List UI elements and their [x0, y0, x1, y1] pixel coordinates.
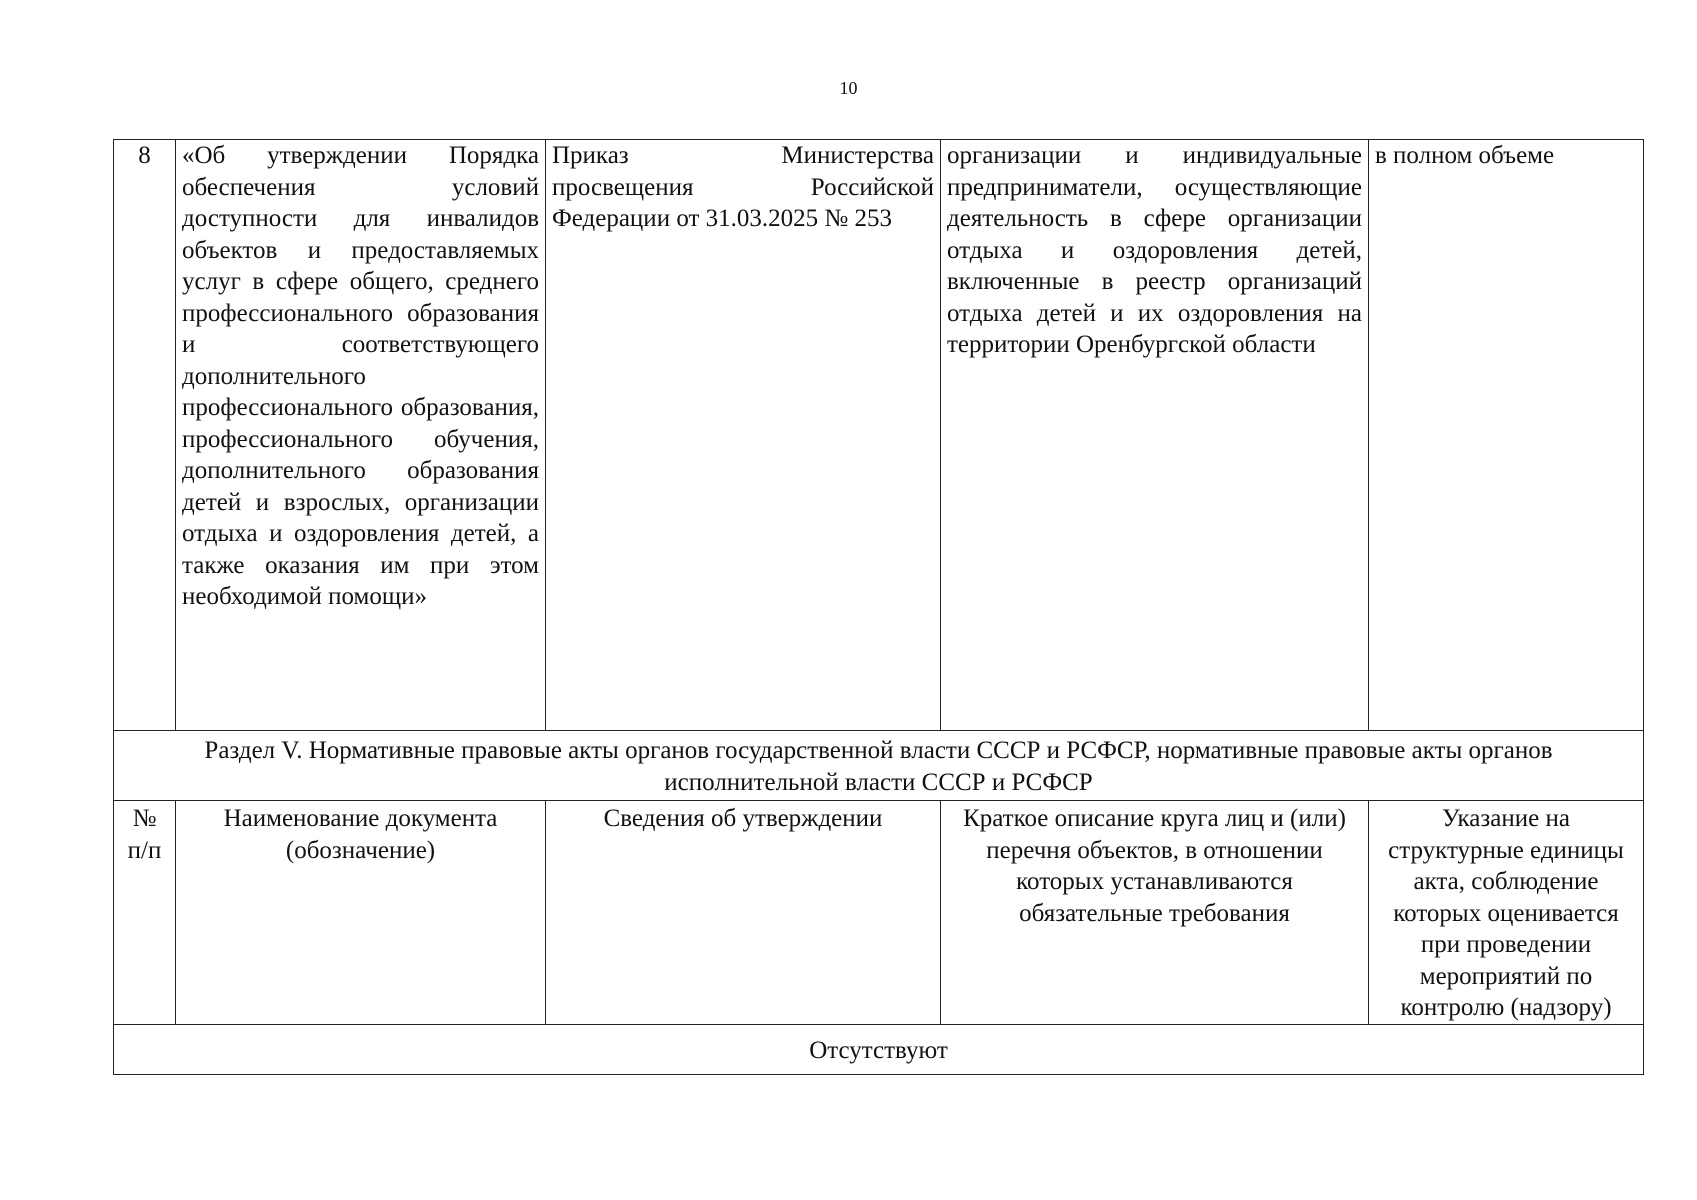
header-approval: Сведения об утверждении — [546, 801, 941, 1025]
empty-note-row — [114, 1024, 1644, 1075]
approval-info: Приказ Министерства просвещения Российской Федерации от 31.03.2025 № 253 — [552, 142, 934, 232]
header-name: Наименование документа (обозначение) — [176, 801, 546, 1025]
approval-cell — [546, 140, 941, 731]
structural-units: в полном объеме — [1375, 142, 1555, 169]
empty-note: Отсутствуют — [114, 1024, 1644, 1075]
requirements-table — [113, 139, 1644, 1075]
header-num: № п/п — [114, 801, 176, 1025]
header-units: Указание на структурные единицы акта, соблюдение которых оценивается при проведении мероприятий по контролю (надзору) — [1369, 801, 1644, 1025]
subjects-description: организации и индивидуальные предприниматели, осуществляющие деятельность в сфере организации отдыха и оздоровления детей, включенные в реестр организаций отдыха детей и их оздоровления на территории Оренбургской области — [947, 142, 1362, 358]
header-subjects: Краткое описание круга лиц и (или) перечня объектов, в отношении которых устанавливаются обязательные требования — [941, 801, 1369, 1025]
table-row — [114, 140, 1644, 731]
section-title: Раздел V. Нормативные правовые акты органов государственной власти СССР и РСФСР, нормативные правовые акты органов исполнительной власти СССР и РСФСР — [114, 731, 1644, 801]
document-name: «Об утверждении Порядка обеспечения условий доступности для инвалидов объектов и предоставляемых услуг в сфере общего, среднего профессионального образования и соответствующего дополнительного профессионального образования, профессионального обучения, дополнительного образования детей и взрослых, организации отдыха и оздоровления детей, а также оказания им при этом необходимой помощи» — [182, 142, 539, 610]
document-name-cell — [176, 140, 546, 731]
page-number: 10 — [839, 78, 858, 98]
subjects-cell — [941, 140, 1369, 731]
table-header-row — [114, 801, 1644, 1025]
units-cell — [1369, 140, 1644, 731]
row-number: 8 — [114, 140, 176, 731]
section-title-row — [114, 731, 1644, 801]
